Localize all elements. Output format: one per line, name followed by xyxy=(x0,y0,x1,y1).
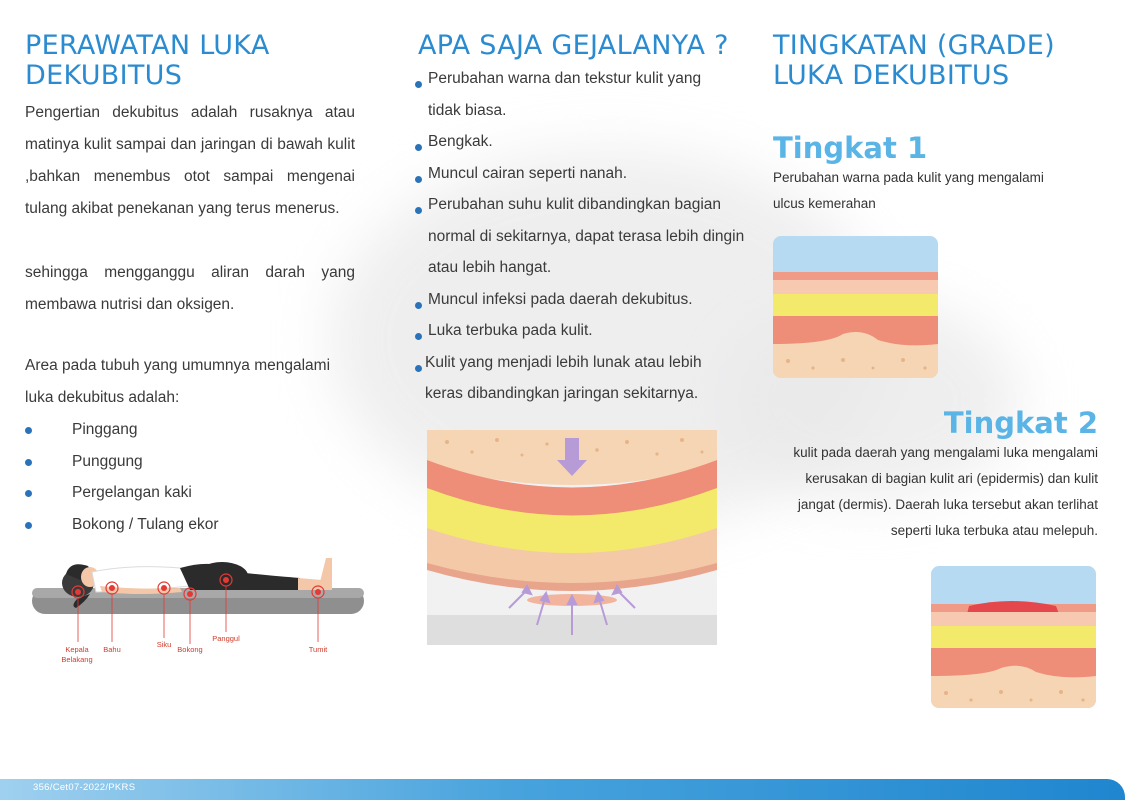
list-item: Perubahan suhu kulit dibandingkan bagian normal di sekitarnya, dapat terasa lebih dingin atau lebih hangat. xyxy=(412,189,747,284)
footer-bar xyxy=(0,779,1125,800)
left-title: PERAWATAN LUKA DEKUBITUS xyxy=(25,30,270,91)
bullet-icon xyxy=(415,207,422,214)
list-item: Bokong / Tulang ekor xyxy=(25,509,355,541)
list-item: Kulit yang menjadi lebih lunak atau lebih keras dibandingkan jaringan sekitarnya. xyxy=(412,347,747,410)
bullet-icon xyxy=(25,459,32,466)
list-item: Punggung xyxy=(25,446,355,478)
bullet-icon xyxy=(415,302,422,309)
list-item: Pinggang xyxy=(25,414,355,446)
grade-title: TINGKATAN (GRADE) LUKA DEKUBITUS xyxy=(773,30,1055,91)
list-item: Muncul infeksi pada daerah dekubitus. xyxy=(412,284,747,316)
bullet-icon xyxy=(415,176,422,183)
label-bokong: Bokong xyxy=(177,645,203,654)
list-item: Luka terbuka pada kulit. xyxy=(412,315,747,347)
skin-layers-grade1-icon xyxy=(773,236,938,378)
body-pressure-points-illustration xyxy=(30,550,370,670)
bullet-icon xyxy=(415,365,422,372)
definition-text-2: sehingga mengganggu aliran darah yang membawa nutrisi dan oksigen. xyxy=(25,264,355,313)
symptoms-title: APA SAJA GEJALANYA ? xyxy=(418,30,729,61)
definition-text: Pengertian dekubitus adalah rusaknya atau matinya kulit sampai dan jaringan di bawah kulit ,bahkan menembus otot sampai mengenai tulang akibat penekanan yang terus menerus. xyxy=(25,104,355,217)
list-item: Pergelangan kaki xyxy=(25,477,355,509)
skin-layers-pressure-icon xyxy=(427,430,717,645)
label-bahu: Bahu xyxy=(103,645,121,654)
bullet-icon xyxy=(25,522,32,529)
list-item: Muncul cairan seperti nanah. xyxy=(412,158,747,190)
list-item: Perubahan warna dan tekstur kulit yang tidak biasa. xyxy=(412,63,747,126)
label-panggul: Panggul xyxy=(212,634,240,643)
bullet-icon xyxy=(415,81,422,88)
label-tumit: Tumit xyxy=(308,645,328,654)
grade1-text: Perubahan warna pada kulit yang mengalami ulcus kemerahan xyxy=(773,170,1044,211)
bullet-icon xyxy=(415,333,422,340)
bullet-icon xyxy=(25,490,32,497)
grade2-skin-image xyxy=(931,566,1096,708)
grade2-text: kulit pada daerah yang mengalami luka mengalami kerusakan di bagian kulit ari (epidermis) dan kulit jangat (dermis). Daerah luka tersebut akan terlihat seperti luka terbuka atau melepuh. xyxy=(793,445,1098,538)
skin-pressure-illustration xyxy=(427,430,717,645)
list-item: Bengkak. xyxy=(412,126,747,158)
symptom-list xyxy=(412,63,747,410)
grade2-title: Tingkat 2 xyxy=(943,406,1098,440)
bullet-icon xyxy=(25,427,32,434)
bullet-icon xyxy=(415,144,422,151)
grade1-skin-image xyxy=(773,236,938,378)
grade1-title: Tingkat 1 xyxy=(773,131,928,165)
footer-code: 356/Cet07-2022/PKRS xyxy=(33,782,136,793)
area-intro: Area pada tubuh yang umumnya mengalami luka dekubitus adalah: xyxy=(25,357,331,406)
area-list xyxy=(25,414,355,540)
skin-layers-grade2-icon xyxy=(931,566,1096,708)
label-siku: Siku xyxy=(156,640,172,649)
label-kepala-belakang: Kepala Belakang xyxy=(61,645,93,664)
